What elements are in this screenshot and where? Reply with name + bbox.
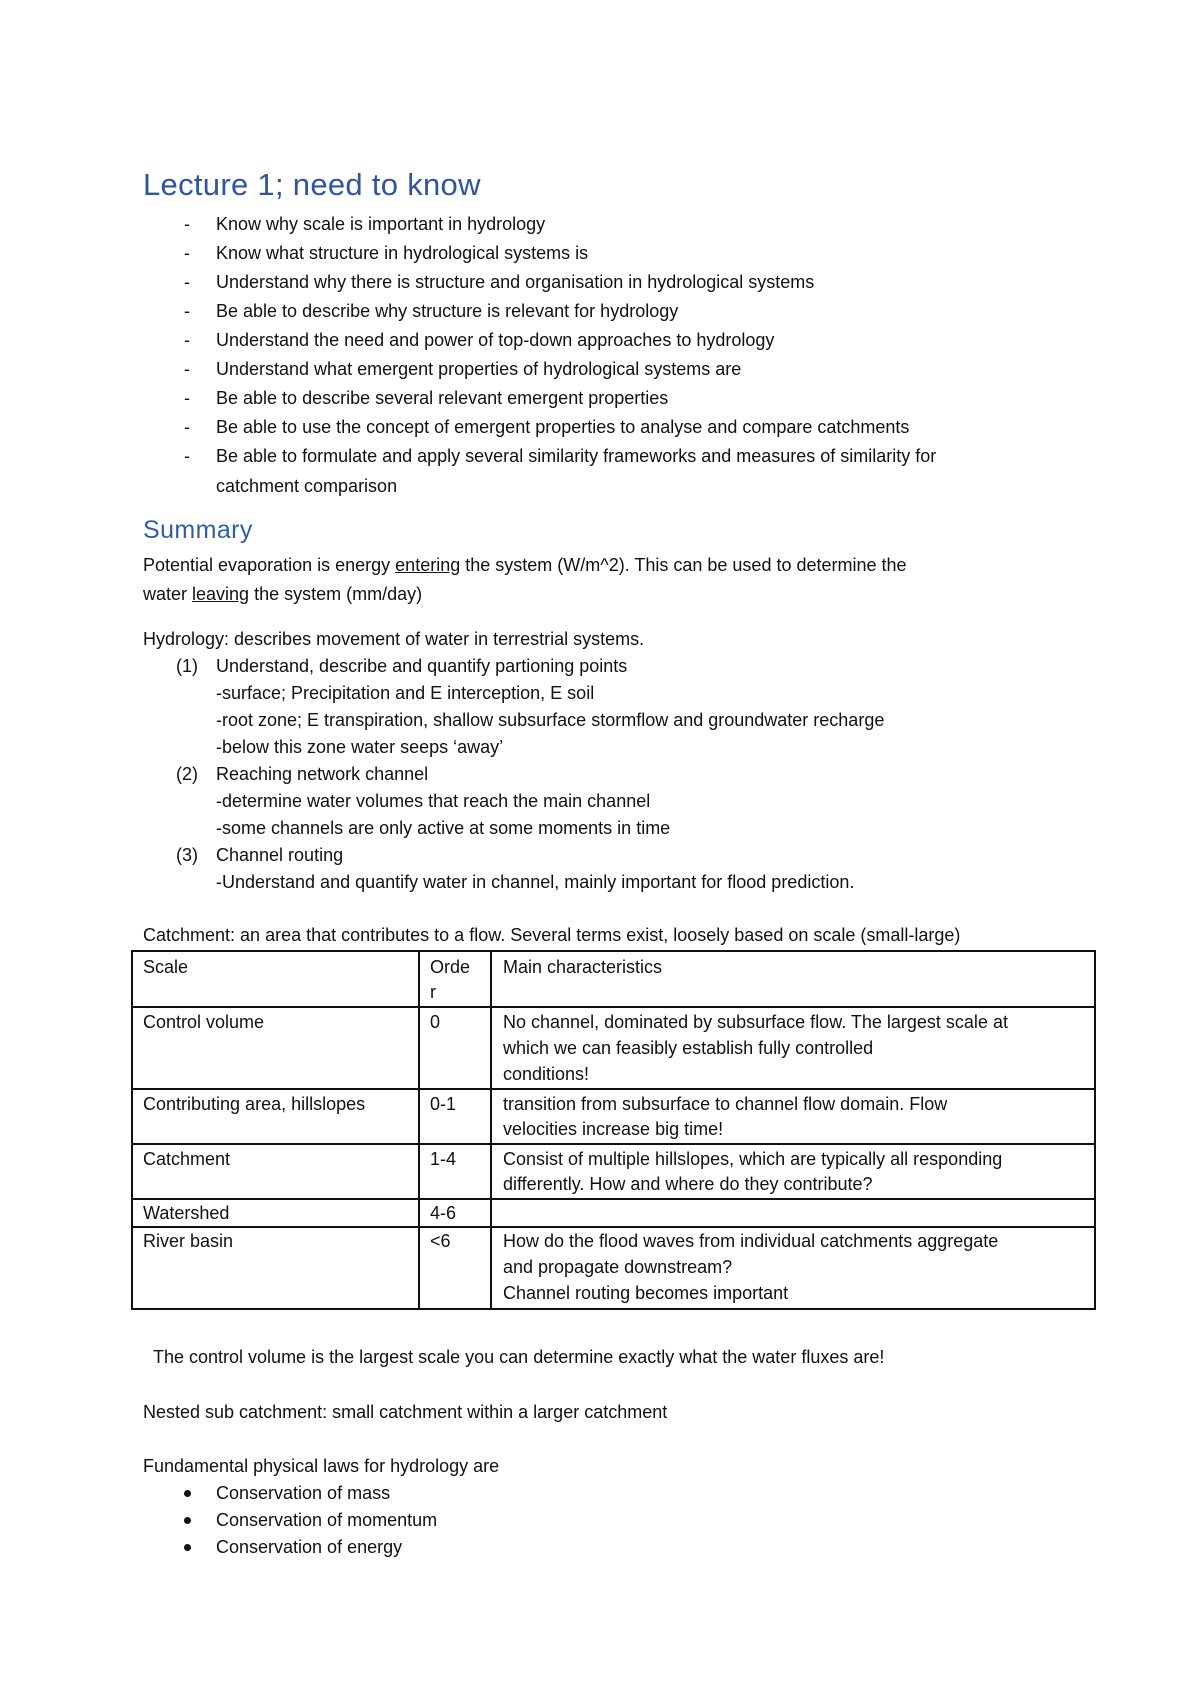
summary-heading: Summary — [143, 516, 253, 544]
table-cell-scale: Watershed — [143, 1203, 230, 1223]
list-item: Be able to formulate and apply several similarity frameworks and measures of similarity for — [216, 446, 937, 466]
bullet-icon — [184, 1517, 191, 1524]
table-cell-order: 4-6 — [430, 1203, 457, 1223]
dash-marker: - — [184, 330, 190, 350]
table-cell-scale: Control volume — [143, 1012, 265, 1032]
step-sub: -determine water volumes that reach the main channel — [216, 791, 651, 811]
nested-catchment-note: Nested sub catchment: small catchment within a larger catchment — [143, 1402, 668, 1422]
table-cell-main: which we can feasibly establish fully controlled — [503, 1038, 874, 1058]
step-title: Channel routing — [216, 845, 344, 865]
table-cell-main: Channel routing becomes important — [503, 1283, 789, 1303]
table-cell-main: No channel, dominated by subsurface flow. The largest scale at — [503, 1012, 1008, 1032]
table-cell-main: transition from subsurface to channel flow domain. Flow — [503, 1094, 948, 1114]
table-border — [131, 1308, 1096, 1310]
pe-text: the system (mm/day) — [249, 584, 423, 604]
step-sub: -some channels are only active at some moments in time — [216, 818, 671, 838]
hydrology-definition: Hydrology: describes movement of water in terrestrial systems. — [143, 629, 645, 649]
table-border — [418, 950, 420, 1310]
table-cell-main: velocities increase big time! — [503, 1119, 724, 1139]
pe-underlined-word: leaving — [192, 584, 250, 604]
page-title: Lecture 1; need to know — [143, 167, 481, 202]
bullet-icon — [184, 1490, 191, 1497]
law-item: Conservation of energy — [216, 1537, 403, 1557]
table-cell-order: 1-4 — [430, 1149, 457, 1169]
law-item: Conservation of mass — [216, 1483, 391, 1503]
pe-text: the system (W/m^2). This can be used to determine the — [460, 555, 907, 575]
step-title: Reaching network channel — [216, 764, 429, 784]
table-border — [131, 1006, 1096, 1008]
step-title: Understand, describe and quantify partioning points — [216, 656, 628, 676]
step-sub: -Understand and quantify water in channel, mainly important for flood prediction. — [216, 872, 855, 892]
table-border — [1094, 950, 1096, 1310]
dash-marker: - — [184, 417, 190, 437]
table-cell-order: <6 — [430, 1231, 451, 1251]
table-cell-scale: Contributing area, hillslopes — [143, 1094, 366, 1114]
list-item: Be able to describe several relevant emergent properties — [216, 388, 669, 408]
step-number: (2) — [176, 764, 198, 784]
dash-marker: - — [184, 272, 190, 292]
pe-paragraph-line-1 — [143, 554, 907, 576]
table-cell-scale: River basin — [143, 1231, 234, 1251]
step-sub: -root zone; E transpiration, shallow subsurface stormflow and groundwater recharge — [216, 710, 885, 730]
table-border — [131, 1198, 1096, 1200]
step-number: (3) — [176, 845, 198, 865]
dash-marker: - — [184, 301, 190, 321]
table-header-order-wrap: r — [430, 982, 436, 1002]
table-cell-main: How do the flood waves from individual catchments aggregate — [503, 1231, 999, 1251]
pe-underlined-word: entering — [395, 555, 461, 575]
table-border — [131, 950, 1096, 952]
list-item: Know why scale is important in hydrology — [216, 214, 546, 234]
table-header-main: Main characteristics — [503, 957, 663, 977]
list-item: Understand why there is structure and organisation in hydrological systems — [216, 272, 815, 292]
table-cell-main: differently. How and where do they contribute? — [503, 1174, 873, 1194]
table-cell-order: 0 — [430, 1012, 441, 1032]
dash-marker: - — [184, 243, 190, 263]
dash-marker: - — [184, 388, 190, 408]
table-header-scale: Scale — [143, 957, 189, 977]
table-border — [131, 1226, 1096, 1228]
table-header-order: Orde — [430, 957, 471, 977]
pe-text: water — [143, 584, 193, 604]
dash-marker: - — [184, 359, 190, 379]
pe-text: Potential evaporation is energy — [143, 555, 396, 575]
list-item: Understand what emergent properties of hydrological systems are — [216, 359, 742, 379]
table-border — [131, 950, 133, 1310]
table-cell-order: 0-1 — [430, 1094, 457, 1114]
catchment-definition: Catchment: an area that contributes to a flow. Several terms exist, loosely based on scale (small-large) — [143, 925, 961, 945]
table-cell-main: Consist of multiple hillslopes, which are typically all responding — [503, 1149, 1003, 1169]
table-cell-main: and propagate downstream? — [503, 1257, 733, 1277]
list-item: Be able to describe why structure is relevant for hydrology — [216, 301, 679, 321]
dash-marker: - — [184, 214, 190, 234]
list-item: Understand the need and power of top-down approaches to hydrology — [216, 330, 775, 350]
step-number: (1) — [176, 656, 198, 676]
table-border — [490, 950, 492, 1310]
step-sub: -below this zone water seeps ‘away’ — [216, 737, 504, 757]
bullet-icon — [184, 1544, 191, 1551]
dash-marker: - — [184, 446, 190, 466]
pe-paragraph-line-2 — [143, 583, 422, 605]
laws-intro: Fundamental physical laws for hydrology are — [143, 1456, 500, 1476]
step-sub: -surface; Precipitation and E interception, E soil — [216, 683, 595, 703]
list-item-continuation: catchment comparison — [216, 476, 398, 496]
table-cell-main: conditions! — [503, 1064, 590, 1084]
table-border — [131, 1143, 1096, 1145]
law-item: Conservation of momentum — [216, 1510, 438, 1530]
table-border — [131, 1088, 1096, 1090]
control-volume-note: The control volume is the largest scale you can determine exactly what the water fluxes are! — [153, 1347, 885, 1367]
list-item: Be able to use the concept of emergent properties to analyse and compare catchments — [216, 417, 910, 437]
table-cell-scale: Catchment — [143, 1149, 231, 1169]
list-item: Know what structure in hydrological systems is — [216, 243, 589, 263]
